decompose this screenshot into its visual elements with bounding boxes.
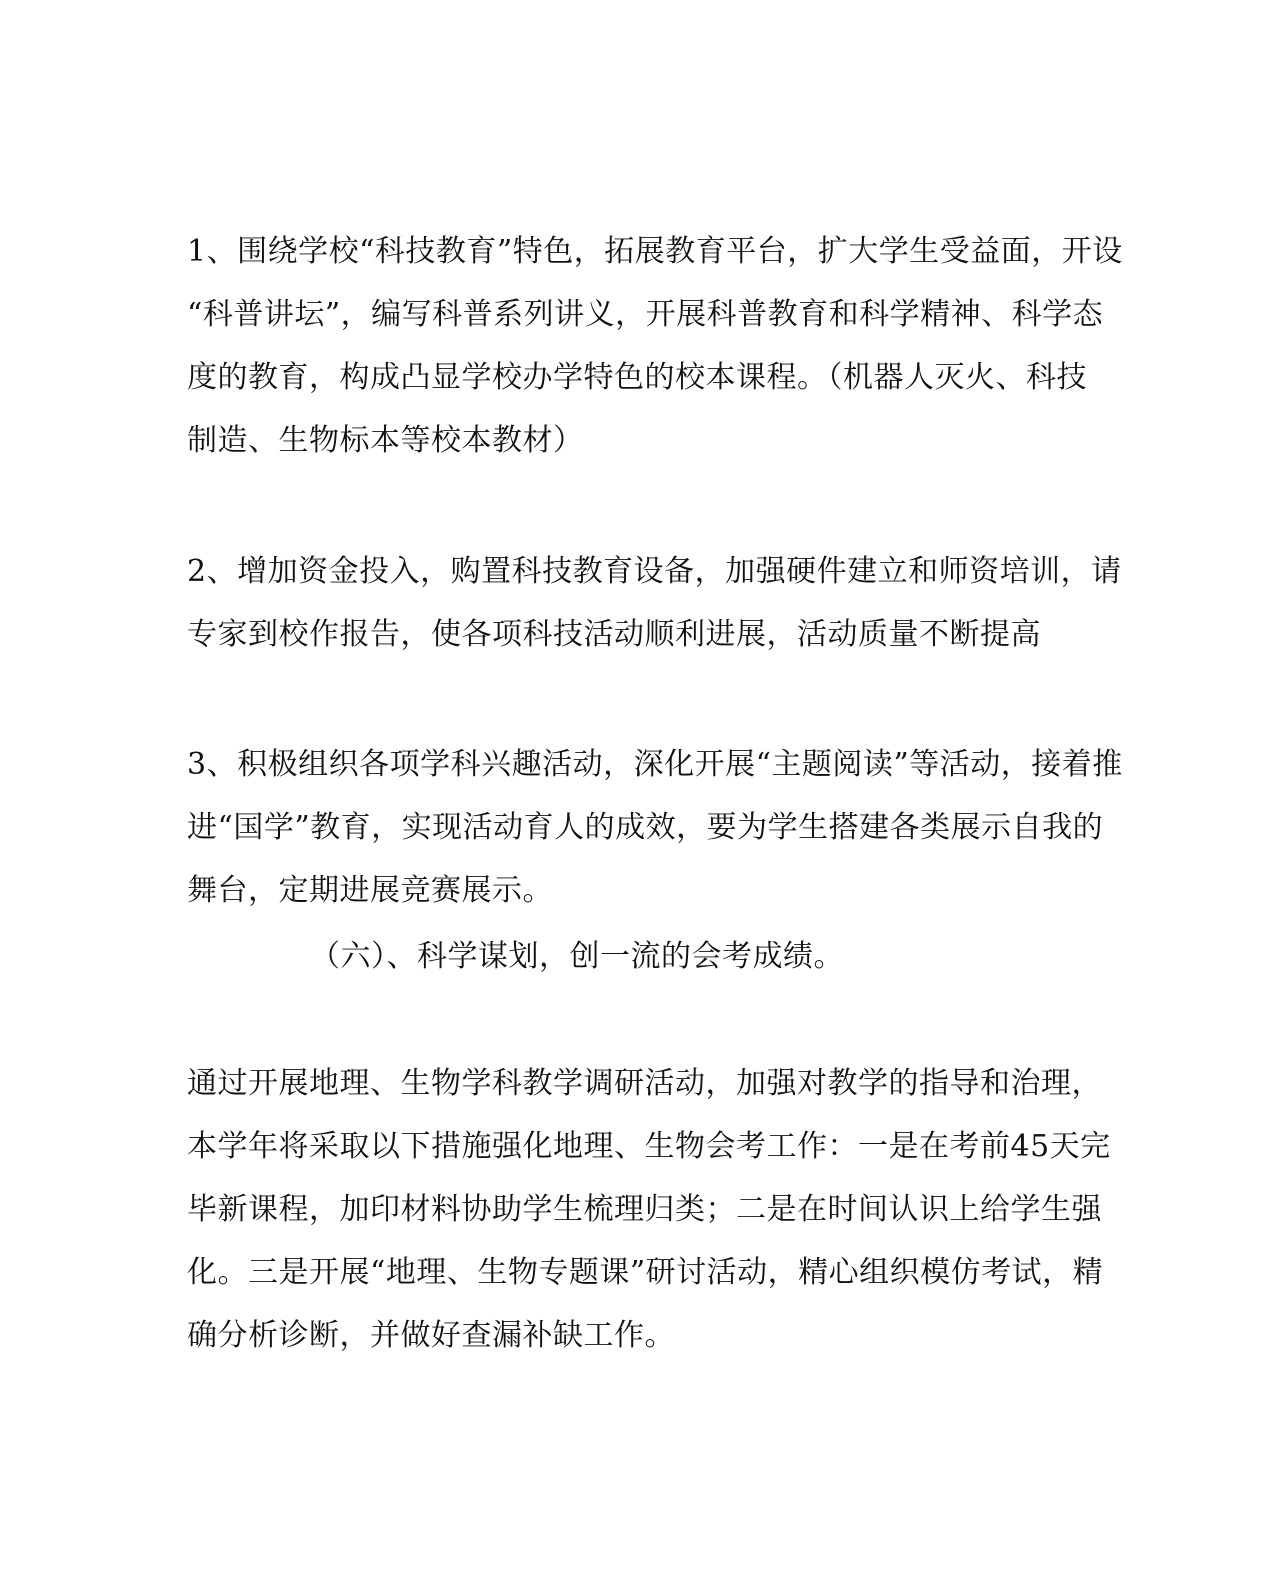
paragraph-funding [187,540,1122,666]
text-line: 专家到校作报告，使各项科技活动顺利进展，活动质量不断提高 [187,617,1041,652]
text-line: 进“国学”教育，实现活动育人的成效，要为学生搭建各类展示自我的 [187,810,1104,845]
text-line: 2、增加资金投入，购置科技教育设备，加强硬件建立和师资培训，请 [187,554,1122,589]
paragraph-tech-education [187,220,1123,472]
text-line: 1、围绕学校“科技教育”特色，拓展教育平台，扩大学生受益面，开设 [187,234,1123,269]
text-line: 制造、生物标本等校本教材） [187,423,584,458]
heading-line: （六）、科学谋划，创一流的会考成绩。 [310,939,844,974]
paragraph-exam-measures [187,1052,1111,1367]
text-line: “科普讲坛”，编写科普系列讲义，开展科普教育和科学精神、科学态 [187,297,1104,332]
text-line: 度的教育，构成凸显学校办学特色的校本课程。（机器人灭火、科技 [187,360,1087,395]
text-line: 确分析诊断，并做好查漏补缺工作。 [187,1318,675,1353]
text-line: 化。三是开展“地理、生物专题课”研讨活动，精心组织模仿考试，精 [187,1255,1104,1290]
text-line: 舞台，定期进展竞赛展示。 [187,873,553,908]
text-line: 本学年将采取以下措施强化地理、生物会考工作：一是在考前45天完 [187,1129,1111,1164]
section-heading [310,925,1070,988]
paragraph-interest-activities [187,733,1123,922]
text-line: 通过开展地理、生物学科教学调研活动，加强对教学的指导和治理， [187,1066,1102,1101]
text-line: 毕新课程，加印材料协助学生梳理归类；二是在时间认识上给学生强 [187,1192,1102,1227]
text-line: 3、积极组织各项学科兴趣活动，深化开展“主题阅读”等活动，接着推 [187,747,1123,782]
